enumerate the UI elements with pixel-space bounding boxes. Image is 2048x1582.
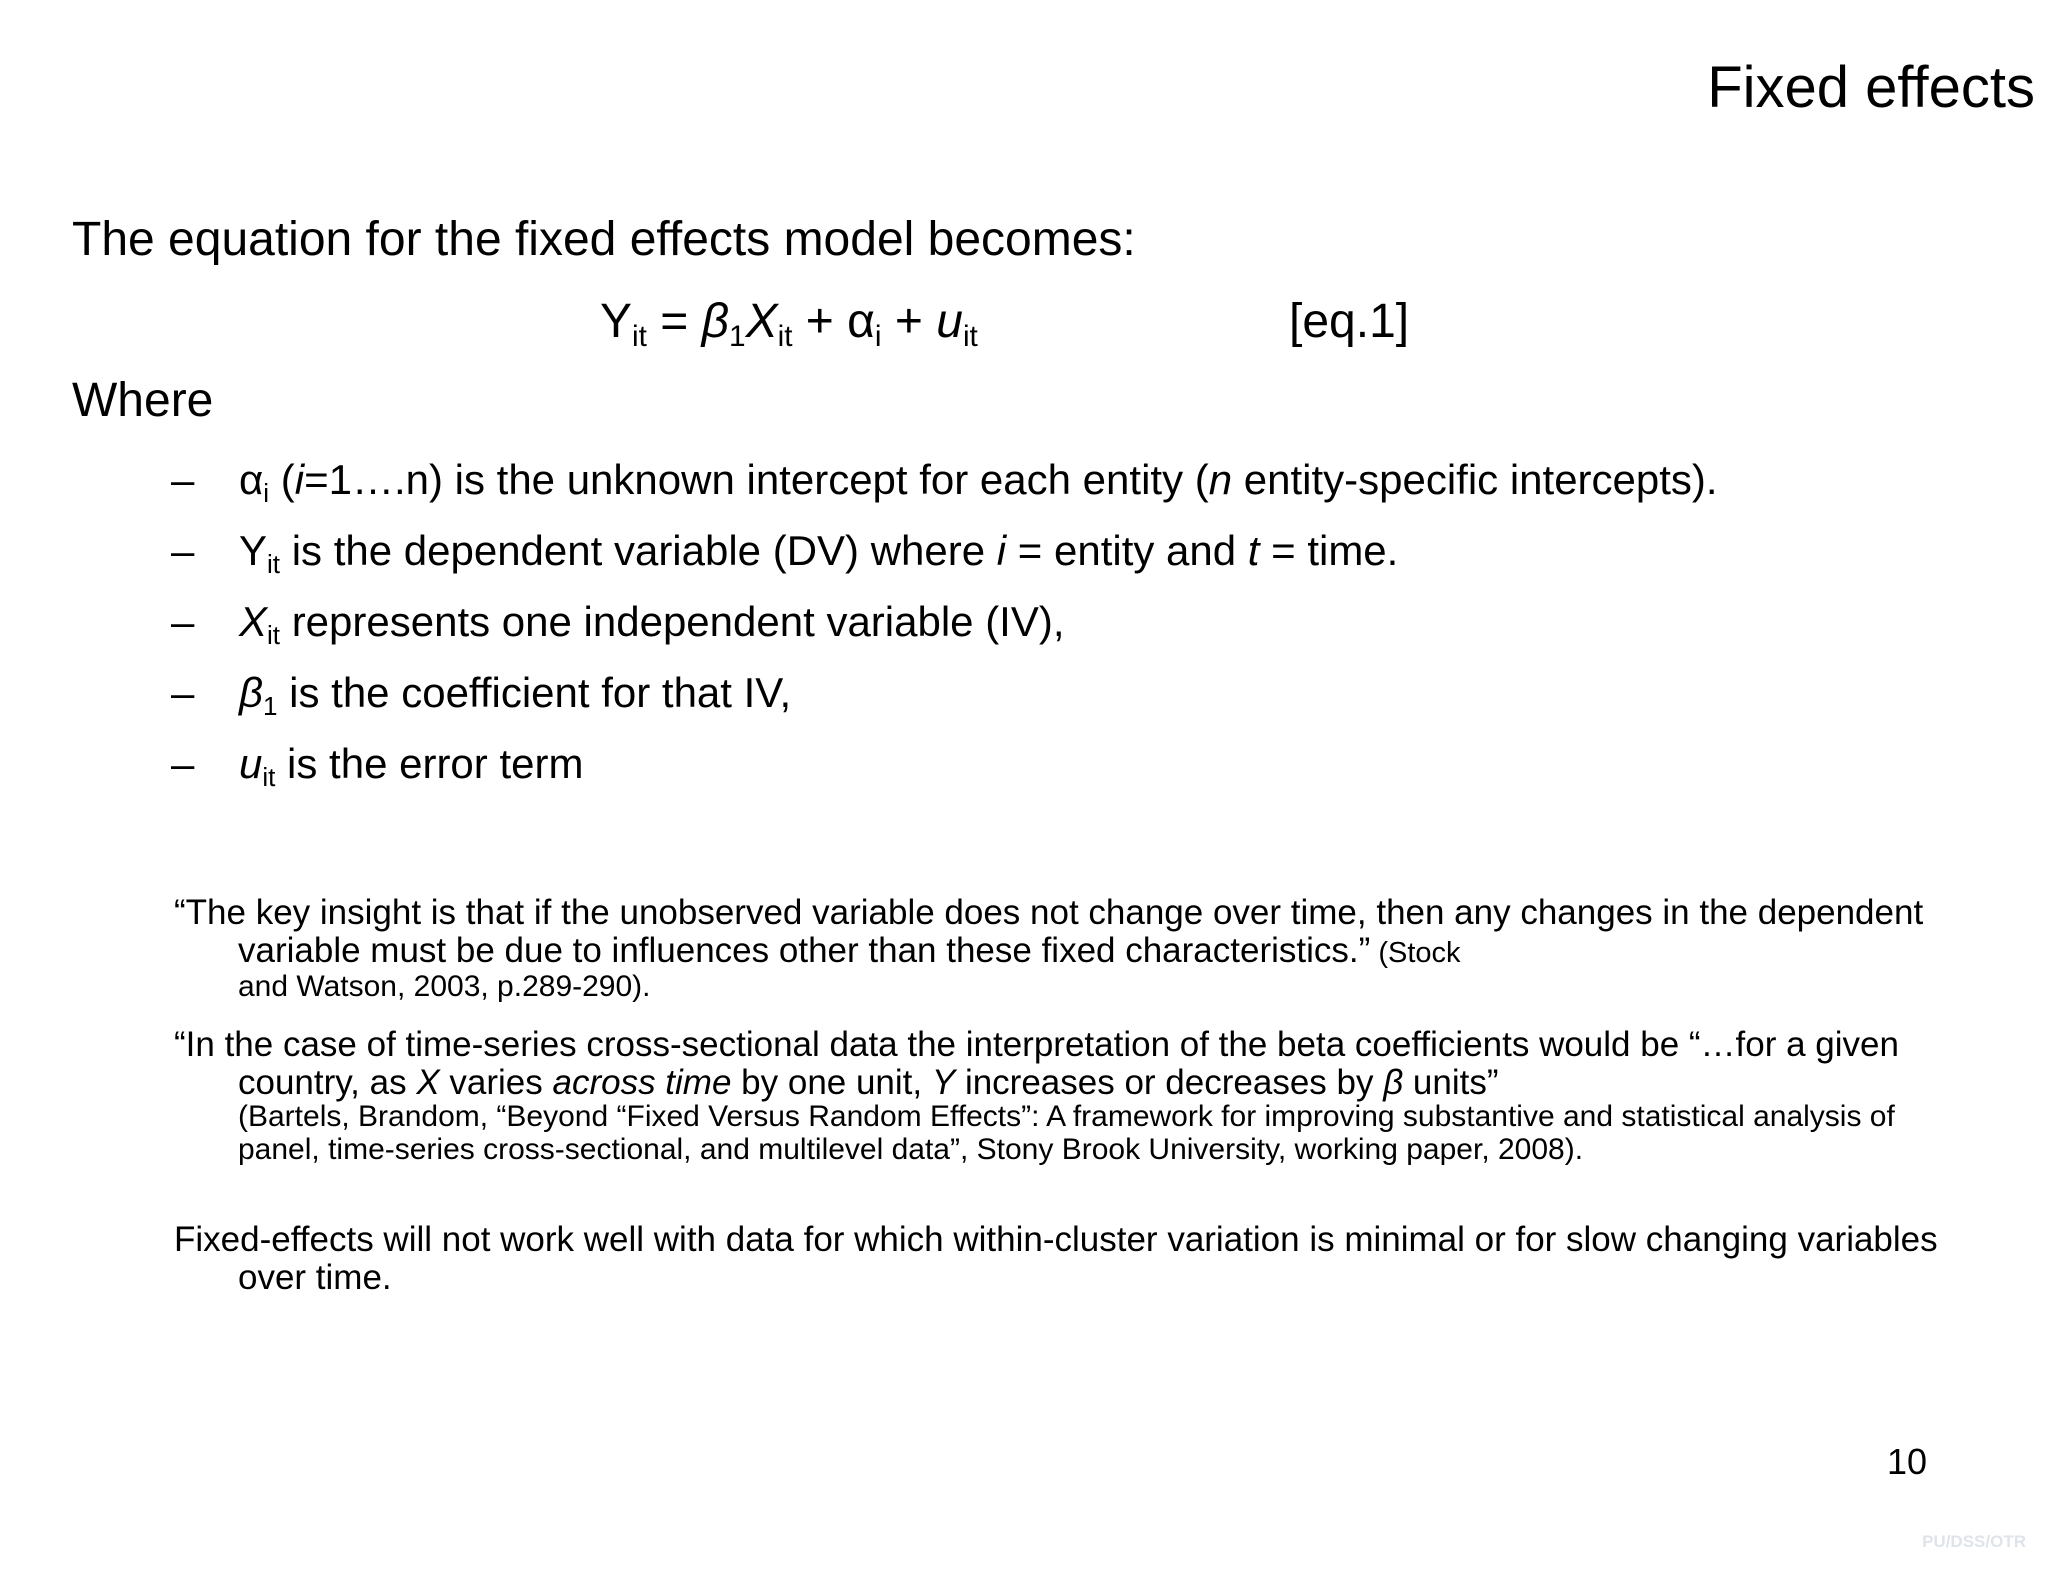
quote-stock-watson <box>174 894 1944 1003</box>
q2-a: “In the case of time-series cross-sectional data the interpretation of the beta coefficients would be “…for a given country, as <box>174 1025 1909 1102</box>
q2-x: X <box>416 1063 440 1102</box>
alpha-i: i <box>294 456 305 503</box>
q2-e: units” <box>1403 1063 1499 1102</box>
q2-b: varies <box>439 1063 553 1102</box>
quote-1-cite-end: and Watson, 2003, p.289-290). <box>238 970 651 1003</box>
eq-alpha: α <box>847 295 875 348</box>
y-t: t <box>1247 527 1260 574</box>
page-number: 10 <box>1886 1441 1927 1482</box>
beta-symbol: β <box>239 669 263 716</box>
quote-2-citation: (Bartels, Brandom, “Beyond “Fixed Versus Random Effects”: A framework for improving substantive and statistical analysis of panel, time-series cross-sectional, and multilevel data”, Stony Brook University, working paper, 2008). <box>238 1100 1895 1166</box>
q2-beta: β <box>1383 1063 1404 1102</box>
quote-1-body: “The key insight is that if the unobserved variable does not change over time, then any changes in the dependent variable must be due to influences other than these fixed characteristics.” <box>174 893 1924 970</box>
equation-label: [eq.1] <box>1289 295 1410 348</box>
bullet-dash: – <box>171 527 195 574</box>
x-text: represents one independent variable (IV), <box>280 598 1065 645</box>
bullet-dash: – <box>171 740 195 787</box>
beta-text: is the coefficient for that IV, <box>277 669 792 716</box>
eq-x-sub: it <box>777 319 793 353</box>
quote-1-cite-start: (Stock <box>1370 937 1461 969</box>
alpha-text-3: entity-specific intercepts). <box>1232 456 1718 503</box>
fixed-effects-equation <box>600 292 978 352</box>
slide-title: Fixed effects <box>1707 55 2035 120</box>
alpha-symbol: α <box>239 456 264 503</box>
quote-text <box>174 894 1944 972</box>
y-text-2: = entity and <box>1006 527 1248 574</box>
bullet-y <box>171 525 1398 577</box>
eq-y: Y <box>600 295 633 348</box>
alpha-n: n <box>1208 456 1233 503</box>
y-symbol: Y <box>239 527 268 574</box>
bullet-dash: – <box>171 669 195 716</box>
fixed-effects-caveat <box>174 1221 1944 1297</box>
eq-y-sub: it <box>632 319 647 353</box>
q2-y: Y <box>931 1063 956 1102</box>
eq-beta-sub: 1 <box>729 319 746 353</box>
q2-c: by one unit, <box>731 1063 932 1102</box>
bullet-beta <box>171 667 791 719</box>
eq-u: u <box>936 295 963 348</box>
eq-plus-2: + <box>881 295 937 348</box>
eq-plus-1: + <box>792 295 848 348</box>
q2-across-time: across time <box>552 1063 732 1102</box>
bullet-dash: – <box>171 456 195 503</box>
eq-alpha-sub: i <box>874 319 882 353</box>
y-text-1: is the dependent variable (DV) where <box>280 527 997 574</box>
alpha-sub: i <box>263 477 270 508</box>
q2-d: increases or decreases by <box>955 1063 1384 1102</box>
where-heading: Where <box>72 374 214 427</box>
alpha-text-2: =1….n) is the unknown intercept for each entity ( <box>304 456 1209 503</box>
u-symbol: u <box>239 740 263 787</box>
quote-text <box>174 1026 1944 1102</box>
y-i: i <box>996 527 1007 574</box>
eq-beta: β <box>701 295 730 348</box>
bullet-x <box>171 596 1065 648</box>
y-text-3: = time. <box>1259 527 1399 574</box>
eq-equals: = <box>646 295 702 348</box>
u-sub: it <box>262 761 276 792</box>
quote-bartels <box>174 1026 1944 1166</box>
u-text: is the error term <box>275 740 584 787</box>
intro-text: The equation for the fixed effects model becomes: <box>72 213 1136 266</box>
eq-x: X <box>745 295 778 348</box>
footer-watermark: PU/DSS/OTR <box>1922 1532 2026 1551</box>
y-sub: it <box>267 548 281 579</box>
bullet-dash: – <box>171 598 195 645</box>
x-symbol: X <box>239 598 268 645</box>
x-sub: it <box>267 619 281 650</box>
caveat-text: Fixed-effects will not work well with data for which within-cluster variation is minimal or for slow changing variables over time. <box>174 1220 1938 1297</box>
bullet-u <box>171 738 583 790</box>
eq-u-sub: it <box>962 319 978 353</box>
alpha-text-1: ( <box>269 456 295 503</box>
beta-sub: 1 <box>263 690 278 721</box>
bullet-alpha <box>171 454 1718 506</box>
